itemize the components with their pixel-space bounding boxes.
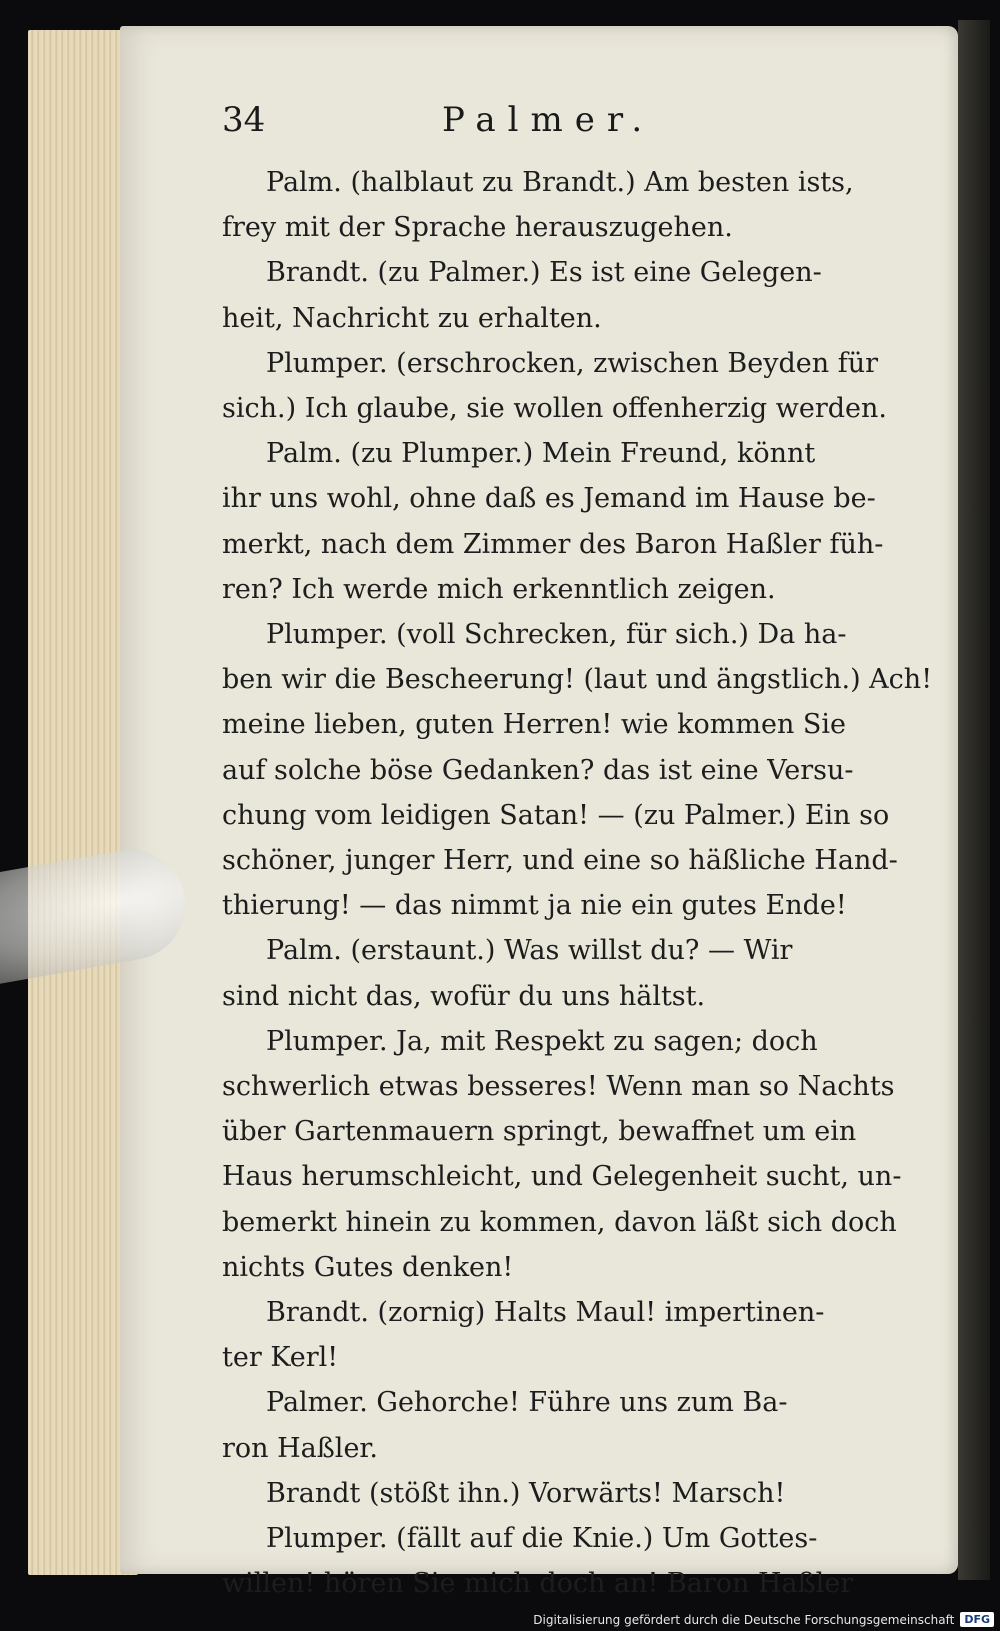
text-line: Brandt. (zornig) Halts Maul! impertinen- [266,1297,825,1329]
text-line: meine lieben, guten Herren! wie kommen Sie [222,709,847,741]
dfg-logo: DFG [960,1612,994,1627]
text-line: Plumper. (erschrocken, zwischen Beyden für [266,347,879,379]
text-line: thierung! — das nimmt ja nie ein gutes Ende! [222,890,847,922]
running-title: Palmer. [442,100,655,140]
book-cover-edge [958,20,990,1580]
text-line: Plumper. (voll Schrecken, für sich.) Da ha- [266,619,847,651]
text-line: Haus herumschleicht, und Gelegenheit sucht, un- [222,1161,902,1193]
text-line: schöner, junger Herr, und eine so häßliche Hand- [222,845,898,877]
digitization-footer [533,1612,994,1627]
text-line: ron Haßler. [222,1432,378,1464]
text-line: merkt, nach dem Zimmer des Baron Haßler füh- [222,528,884,560]
text-line: sind nicht das, wofür du uns hältst. [222,980,706,1012]
page-number: 34 [222,100,266,140]
page-text [222,160,933,1607]
text-line: Plumper. Ja, mit Respekt zu sagen; doch [266,1025,818,1057]
text-line: heit, Nachricht zu erhalten. [222,302,602,334]
text-line: frey mit der Sprache herauszugehen. [222,212,733,244]
text-line: Brandt (stößt ihn.) Vorwärts! Marsch! [266,1477,786,1509]
text-line: über Gartenmauern springt, bewaffnet um ein [222,1116,857,1148]
text-line: schwerlich etwas besseres! Wenn man so Nachts [222,1071,895,1103]
text-line: ter Kerl! [222,1342,339,1374]
footer-credit: Digitalisierung gefördert durch die Deutsche Forschungsgemeinschaft [533,1612,955,1627]
text-line: willen! hören Sie mich doch an! Baron Haßler [222,1568,854,1600]
text-line: Palm. (halblaut zu Brandt.) Am besten ists, [266,167,854,198]
text-line: Brandt. (zu Palmer.) Es ist eine Gelegen- [266,257,822,289]
text-line: Palm. (erstaunt.) Was willst du? — Wir [266,935,793,967]
text-line: ren? Ich werde mich erkenntlich zeigen. [222,573,776,605]
text-line: ihr uns wohl, ohne daß es Jemand im Hause be- [222,483,876,515]
text-line: auf solche böse Gedanken? das ist eine Versu- [222,754,854,786]
text-line: ben wir die Bescheerung! (laut und ängstlich.) Ach! [222,664,933,696]
text-line: Plumper. (fällt auf die Knie.) Um Gottes- [266,1523,818,1555]
text-line: Palmer. Gehorche! Führe uns zum Ba- [266,1387,788,1419]
text-line: nichts Gutes denken! [222,1251,514,1283]
text-line: chung vom leidigen Satan! — (zu Palmer.) Ein so [222,799,890,831]
text-line: bemerkt hinein zu kommen, davon läßt sich doch [222,1206,897,1238]
text-line: sich.) Ich glaube, sie wollen offenherzig werden. [222,393,887,425]
text-line: Palm. (zu Plumper.) Mein Freund, könnt [266,438,816,470]
page-header [222,100,902,146]
